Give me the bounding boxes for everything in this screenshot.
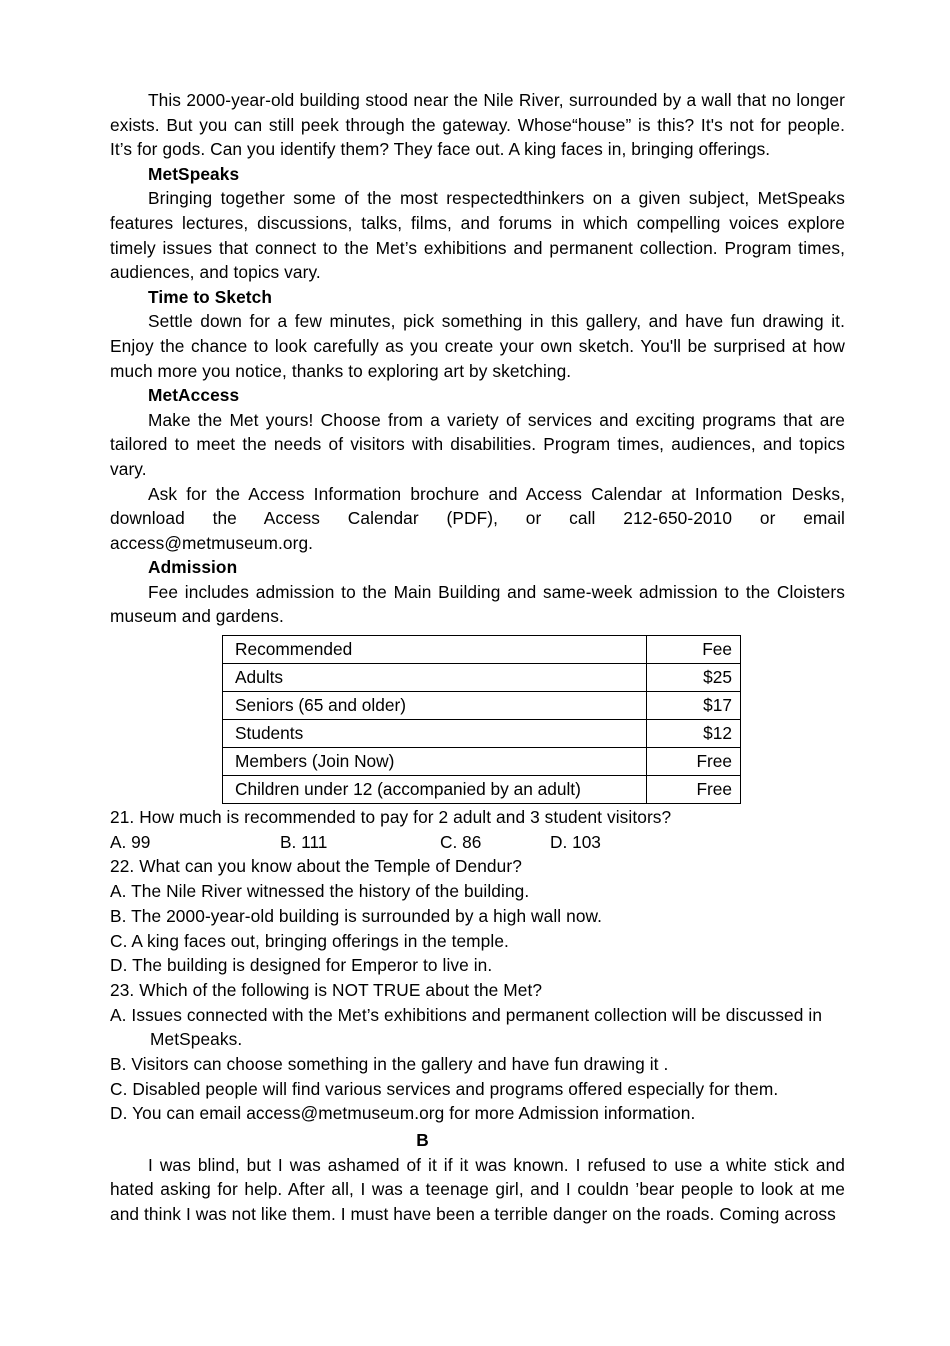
table-header-recommended: Recommended xyxy=(223,636,647,664)
table-cell-category: Children under 12 (accompanied by an adult) xyxy=(223,776,647,804)
table-row xyxy=(223,692,741,720)
paragraph-access-information: Ask for the Access Information brochure and Access Calendar at Information Desks, download the Access Calendar (PDF), or call 212-650-2010 or email access@metmuseum.org. xyxy=(110,483,845,553)
questions-column xyxy=(110,805,845,1227)
question-22-option-c[interactable]: C. A king faces out, bringing offerings in the temple. xyxy=(110,930,509,951)
table-cell-fee: Free xyxy=(647,748,741,776)
section-heading-metaccess: MetAccess xyxy=(148,385,240,406)
table-cell-category: Adults xyxy=(223,664,647,692)
table-cell-category: Students xyxy=(223,720,647,748)
question-21-stem: 21. How much is recommended to pay for 2 adult and 3 student visitors? xyxy=(110,807,672,828)
question-23-option-a[interactable]: A. Issues connected with the Met’s exhibitions and permanent collection will be discussed in xyxy=(110,1004,823,1025)
section-body-time-to-sketch: Settle down for a few minutes, pick something in this gallery, and have fun drawing it. Enjoy the chance to look carefully as you create your own sketch. You'll be surprised at how much more you notice, thanks to exploring art by sketching. xyxy=(110,311,845,381)
section-heading-time-to-sketch: Time to Sketch xyxy=(148,286,273,307)
table-row xyxy=(223,748,741,776)
question-23-option-a-continuation: MetSpeaks. xyxy=(150,1029,243,1050)
table-cell-category: Seniors (65 and older) xyxy=(223,692,647,720)
question-23-option-d[interactable]: D. You can email access@metmuseum.org for more Admission information. xyxy=(110,1103,696,1124)
paragraph-dendur: This 2000-year-old building stood near the Nile River, surrounded by a wall that no longer exists. But you can still peek through the gateway. Whose“house” is this? It's not for people. It’s for gods. Can you identify them? They face out. A king faces in, bringing offerings. xyxy=(110,90,845,160)
admission-fee-table-wrapper xyxy=(110,635,845,804)
table-cell-fee: Free xyxy=(647,776,741,804)
question-21-options xyxy=(110,830,845,855)
table-header-fee: Fee xyxy=(647,636,741,664)
question-23-option-b[interactable]: B. Visitors can choose something in the gallery and have fun drawing it . xyxy=(110,1054,669,1075)
table-row xyxy=(223,720,741,748)
table-cell-fee: $12 xyxy=(647,720,741,748)
section-body-metaccess: Make the Met yours! Choose from a variety of services and exciting programs that are tailored to meet the needs of visitors with disabilities. Program times, audiences, and topics vary. xyxy=(110,409,845,479)
passage-b-label: B xyxy=(416,1130,429,1151)
section-heading-metspeaks: MetSpeaks xyxy=(148,163,240,184)
question-21-option-a[interactable]: A. 99 xyxy=(110,831,151,852)
table-cell-category: Members (Join Now) xyxy=(223,748,647,776)
table-cell-fee: $25 xyxy=(647,664,741,692)
question-22-option-a[interactable]: A. The Nile River witnessed the history of the building. xyxy=(110,881,530,902)
question-21-option-b[interactable]: B. 111 xyxy=(280,831,328,852)
section-heading-admission: Admission xyxy=(148,557,238,578)
table-header-row xyxy=(223,636,741,664)
admission-fee-table xyxy=(222,635,741,804)
question-23-stem: 23. Which of the following is NOT TRUE about the Met? xyxy=(110,979,543,1000)
question-22-stem: 22. What can you know about the Temple of Dendur? xyxy=(110,856,522,877)
question-21-option-c[interactable]: C. 86 xyxy=(440,831,482,852)
table-row xyxy=(223,776,741,804)
question-22-option-d[interactable]: D. The building is designed for Emperor to live in. xyxy=(110,955,493,976)
section-body-metspeaks: Bringing together some of the most respectedthinkers on a given subject, MetSpeaks features lectures, discussions, talks, films, and forums in which compelling voices explore timely issues that connect to the Met’s exhibitions and permanent collection. Program times, audiences, and topics vary. xyxy=(110,188,845,283)
passage-b-body: I was blind, but I was ashamed of it if it was known. I refused to use a white stick and hated asking for help. After all, I was a teenage girl, and I couldn ’bear people to look at me and think I was not like them. I must have been a terrible danger on the roads. Coming across xyxy=(110,1154,845,1225)
text-column xyxy=(110,88,845,629)
question-23-option-c[interactable]: C. Disabled people will find various services and programs offered especially for them. xyxy=(110,1078,779,1099)
question-21-option-d[interactable]: D. 103 xyxy=(550,831,601,852)
table-cell-fee: $17 xyxy=(647,692,741,720)
question-22-option-b[interactable]: B. The 2000-year-old building is surrounded by a high wall now. xyxy=(110,905,603,926)
table-row xyxy=(223,664,741,692)
section-body-admission-intro: Fee includes admission to the Main Building and same-week admission to the Cloisters museum and gardens. xyxy=(110,581,845,627)
